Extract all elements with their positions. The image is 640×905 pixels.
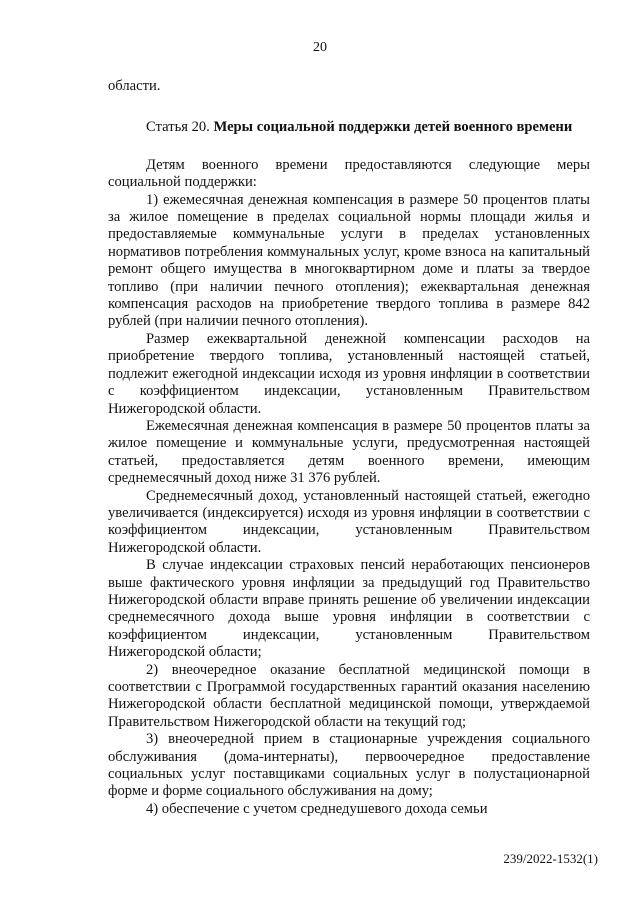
- document-body: [108, 78, 590, 818]
- continuation-text: области.: [108, 78, 161, 94]
- paragraph-income-indexation: Среднемесячный доход, установленный настоящей статьей, ежегодно увеличивается (индексируется) исходя из уровня инфляции в соответствии с коэффициентом индексации, установленным Правительством Нижегородской области.: [108, 487, 590, 556]
- article-number: Статья 20.: [146, 119, 210, 136]
- page-number: 20: [313, 40, 327, 55]
- paragraph-income-threshold: Ежемесячная денежная компенсация в размере 50 процентов платы за жилое помещение и коммунальные услуги, предусмотренная настоящей статьей, предоставляется детям военного времени, имеющим среднемесячный доход ниже 31 376 рублей.: [108, 417, 590, 487]
- paragraph-intro: Детям военного времени предоставляются следующие меры социальной поддержки:: [108, 156, 590, 191]
- article-title: Меры социальной поддержки детей военного времени: [213, 119, 573, 136]
- document-code: 239/2022-1532(1): [503, 851, 598, 866]
- paragraph-item-1: 1) ежемесячная денежная компенсация в размере 50 процентов платы за жилое помещение в пределах социальной нормы площади жилья и предоставляемые коммунальные услуги в пределах установленных нормативов потребления коммунальных услуг, кроме взноса на капитальный ремонт общего имущества в многоквартирном доме и платы за твердое топливо (при наличии печного отопления); ежеквартальная денежная компенсация расходов на приобретение твердого топлива в размере 842 рублей (при наличии печного отопления).: [108, 191, 590, 330]
- paragraph-item-4: 4) обеспечение с учетом среднедушевого дохода семьи: [146, 800, 488, 817]
- paragraph-pension-indexation: В случае индексации страховых пенсий неработающих пенсионеров выше фактического уровня инфляции за предыдущий год Правительство Нижегородской области вправе принять решение об увеличении индексации среднемесячного дохода выше уровня инфляции в соответствии с коэффициентом индексации, установленным Правительством Нижегородской области;: [108, 557, 590, 661]
- paragraph-item-2: 2) внеочередное оказание бесплатной медицинской помощи в соответствии с Программой государственных гарантий оказания населению Нижегородской области бесплатной медицинской помощи, утверждаемой Правительством Нижегородской области на текущий год;: [108, 661, 590, 730]
- article-heading: [108, 119, 590, 136]
- paragraph-fuel-indexation: Размер ежеквартальной денежной компенсации расходов на приобретение твердого топлива, установленный настоящей статьей, подлежит ежегодной индексации исходя из уровня инфляции в соответствии с коэффициентом индексации, установленным Правительством Нижегородской области.: [108, 330, 590, 417]
- paragraph-item-3: 3) внеочередной прием в стационарные учреждения социального обслуживания (дома-интернаты), первоочередное предоставление социальных услуг поставщиками социальных услуг в полустационарной форме и форме социального обслуживания на дому;: [108, 731, 590, 800]
